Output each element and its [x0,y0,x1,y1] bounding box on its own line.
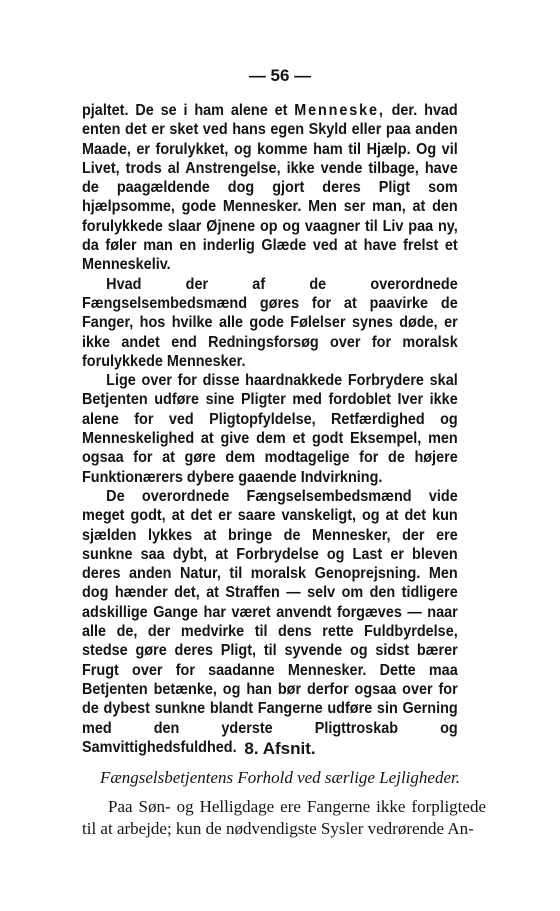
paragraph-4: De overordnede Fængselsembedsmænd vide meget godt, at det er saare vanskeligt, og at det kun sjælden lykkes at bringe de Mennesker, der ere sunkne saa dybt, at Forbrydelse og Last er bleven deres anden Natur, til moralsk Genoprejsning. Men dog hænder det, at Straffen — selv om den tidligere adskillige Gange har været anvendt forgæves — naar alle de, der medvirke til dens rette Fuldbyrdelse, stedse gøre deres Pligt, til syvende og sidst bærer Frugt over for saadanne Mennesker. Dette maa Betjenten betænke, og han bør derfor ogsaa over for de dybest sunkne blandt Fangerne udføre sin Gerning med den yderste Pligttroskab og Samvittighedsfuldhed. [82,487,458,756]
section-body [82,796,486,840]
paragraph-1-rest: der. hvad enten det er sket ved hans egen Skyld eller paa anden Maade, er forulykket, og komme ham til Hjælp. Og vil Livet, trods al Anstrengelse, ikke vende tilbage, have de paagældende dog gjort deres Pligt som hjælpsomme, gode Mennesker. Men ser man, at den forulykkede slaar Øjnene op og vaagner til Liv paa ny, da føler man en inderlig Glæde ved at have frelst et Menneskeliv. [82,102,458,274]
page-number: — 56 — [248,66,312,85]
section-heading: 8. Afsnit. [244,739,316,758]
section-subtitle: Fængselsbetjentens Forhold ved særlige Lejligheder. [100,768,460,787]
paragraph-3: Lige over for disse haardnakkede Forbrydere skal Betjenten udføre sine Pligter med fordoblet Iver ikke alene for ved Pligtopfyldelse, Retfærdighed og Menneskelighed at give dem et godt Eksempel, men ogsaa for at gøre dem modtagelige for de højere Funktionærers dybere gaaende Indvirkning. [82,372,458,486]
paragraph-1 [82,101,458,275]
paragraph-2: Hvad der af de overordnede Fængselsembedsmænd gøres for at paavirke de Fanger, hos hvilke alle gode Følelser synes døde, er ikke andet end Redningsforsøg over for moralsk forulykkede Mennesker. [82,275,458,370]
chapter-body [82,101,458,757]
section-paragraph: Paa Søn- og Helligdage ere Fangerne ikke forpligtede til at arbejde; kun de nødvendigste Sysler vedrørende An- [82,797,486,838]
emphasized-word: Menneske, [294,102,385,119]
paragraph-1-start: pjaltet. De se i ham alene et [82,102,295,119]
